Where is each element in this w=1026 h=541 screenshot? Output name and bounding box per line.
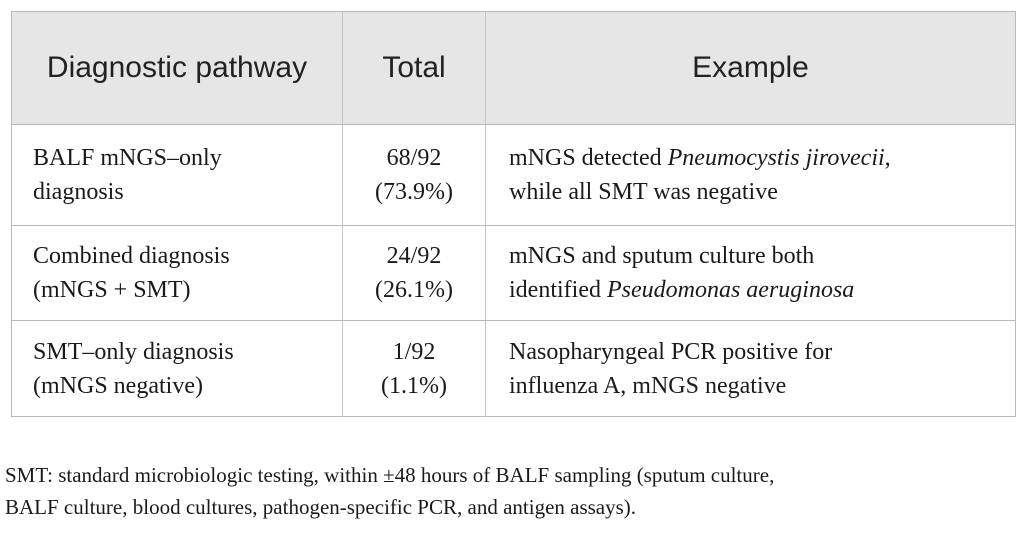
footnote-line2: BALF culture, blood cultures, pathogen-specific PCR, and antigen assays). [5, 495, 637, 519]
organism-name: Pneumocystis jirovecii [667, 145, 885, 171]
example-cell [486, 321, 1016, 417]
table-row [12, 125, 1016, 226]
example-text: influenza A, mNGS negative [509, 372, 787, 399]
total-count: 24/92 [386, 243, 442, 269]
example-text: Nasopharyngeal PCR positive for [509, 338, 833, 365]
diagnostic-pathway-table [11, 11, 1016, 417]
pathway-cell [12, 125, 343, 226]
total-percent: (26.1%) [375, 277, 453, 303]
example-cell [486, 226, 1016, 321]
table-row [12, 226, 1016, 321]
total-cell [343, 125, 486, 226]
table-footnote [5, 459, 1021, 523]
total-cell [343, 226, 486, 321]
header-pathway-line1: Diagnostic [46, 51, 187, 84]
example-text: while all SMT was negative [509, 179, 778, 205]
example-text: , [884, 145, 891, 171]
example-line1 [509, 335, 995, 369]
header-pathway-line2: pathway [195, 51, 308, 84]
example-line1 [509, 239, 995, 273]
table-header-row [12, 12, 1016, 125]
example-line2 [509, 369, 995, 403]
header-total: Total [343, 12, 486, 125]
header-example: Example [486, 12, 1016, 125]
total-count: 68/92 [386, 145, 442, 171]
pathway-line2: diagnosis [33, 179, 124, 205]
example-line1 [509, 141, 995, 175]
example-text: mNGS detected [509, 145, 668, 171]
header-diagnostic-pathway [12, 12, 343, 125]
pathway-line1: BALF mNGS–only [33, 145, 222, 171]
total-percent: (73.9%) [375, 179, 453, 205]
table-row [12, 321, 1016, 417]
example-cell [486, 125, 1016, 226]
diagnostic-table-container [11, 11, 1015, 417]
total-count: 1/92 [392, 338, 436, 365]
total-percent: (1.1%) [381, 372, 447, 399]
footnote-line1: SMT: standard microbiologic testing, within ±48 hours of BALF sampling (sputum culture, [5, 463, 775, 487]
example-line2 [509, 273, 995, 307]
pathway-line2: (mNGS + SMT) [33, 277, 191, 303]
example-line2 [509, 175, 995, 209]
pathway-cell [12, 321, 343, 417]
example-text: mNGS and sputum culture both [509, 243, 815, 269]
pathway-line1: SMT–only diagnosis [33, 338, 234, 365]
pathway-cell [12, 226, 343, 321]
organism-name: Pseudomonas aeruginosa [606, 277, 855, 303]
pathway-line2: (mNGS negative) [33, 372, 203, 399]
example-text: identified [509, 277, 607, 303]
pathway-line1: Combined diagnosis [33, 243, 230, 269]
total-cell [343, 321, 486, 417]
